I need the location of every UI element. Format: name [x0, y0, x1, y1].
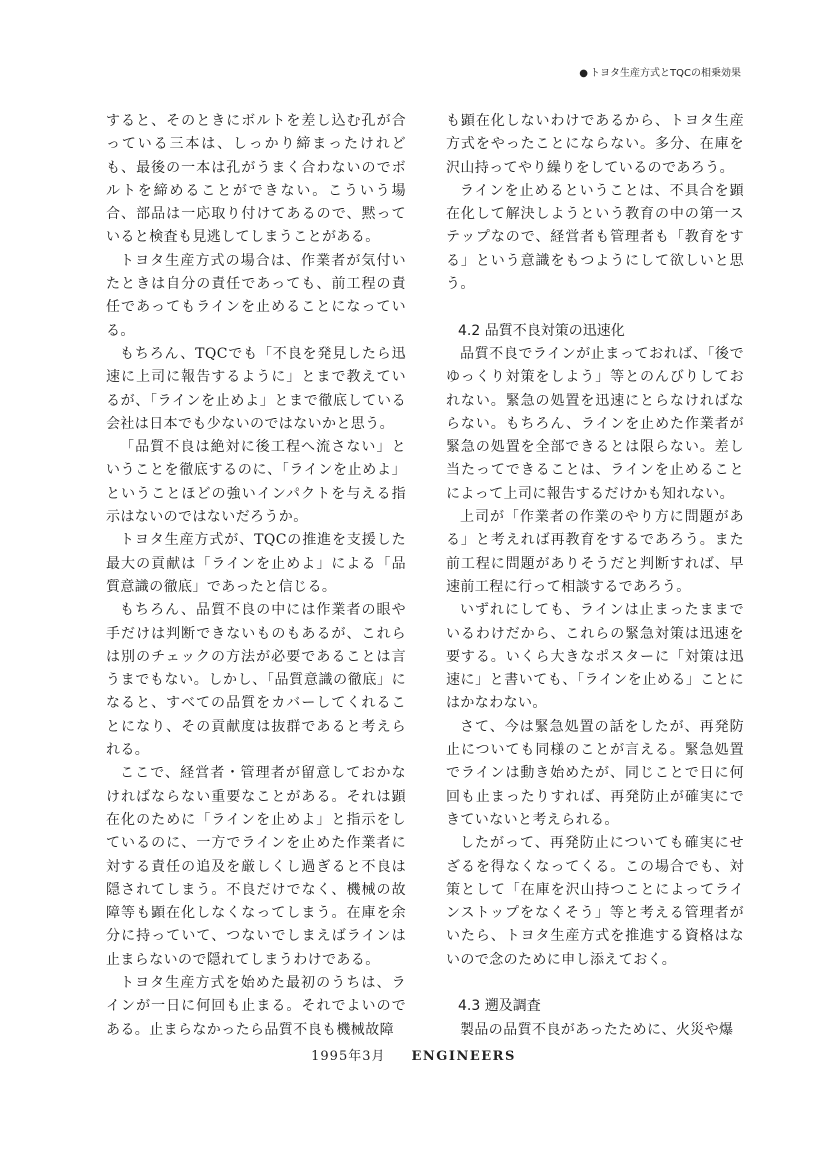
- paragraph: ここで、経営者・管理者が留意しておかなければならない重要なことがある。それは顕在化のために「ラインを止めよ」と指示をしているのに、一方でラインを止めた作業者に対する責任の追及を厳しくし過ぎると不良は隠されてしまう。不良だけでなく、機械の故障等も顕在化しなくなってしまう。在庫を余分に持っていて、つないでしまえばラインは止まらないので隠れてしまうわけである。: [106, 765, 406, 968]
- header-bullet: ●: [579, 68, 589, 79]
- paragraph: 品質不良でラインが止まっておれば、「後でゆっくり対策をしよう」等とのんびりしておれない。緊急の処置を迅速にとらなければならない。もちろん、ラインを止めた作業者が緊急の処置を全部できるとは限らない。差し当たってできることは、ラインを止めることによって上司に報告するだけかも知れない。: [446, 345, 744, 502]
- paragraph: ラインを止めるということは、不具合を顕在化して解決しようという教育の中の第一ステップなので、経営者も管理者も「教育をする」という意識をもつようにして欲しいと思う。: [446, 182, 744, 293]
- right-column: [446, 110, 744, 1042]
- paragraph: さて、今は緊急処置の話をしたが、再発防止についても同様のことが言える。緊急処置でラインは動き始めたが、同じことで日に何回も止まったりすれば、再発防止が確実にできていないと考えられる。: [446, 718, 744, 828]
- paragraph: 「品質不良は絶対に後工程へ流さない」ということを徹底するのに、「ラインを止めよ」ということほどの強いインパクトを与える指示はないのではないだろうか。: [106, 439, 406, 526]
- paragraph: もちろん、品質不良の中には作業者の眼や手だけは判断できないものもあるが、これらは別のチェックの方法が必要であることは言うまでもない。しかし、「品質意識の徹底」になると、すべての品質をカバーしてくれることになり、その貢献度は抜群であると考えられる。: [106, 602, 406, 759]
- paragraph: いずれにしても、ラインは止まったままでいるわけだから、これらの緊急対策は迅速を要する。いくら大きなポスターに「対策は迅速に」と書いても、「ラインを止める」ことにはかなわない。: [446, 602, 744, 712]
- paragraph: すると、そのときにボルトを差し込む孔が合っている三本は、しっかり締まったけれども、最後の一本は孔がうまく合わないのでボルトを締めることができない。こういう場合、部品は一応取り付けてあるので、黙っていると検査も見逃してしまうことがある。: [106, 113, 406, 246]
- footer-date: 1995年3月: [311, 1049, 386, 1064]
- running-header: [579, 64, 741, 79]
- paragraph: したがって、再発防止についても確実にせざるを得なくなってくる。この場合でも、対策として「在庫を沢山持つことによってラインストップをなくそう」等と考える管理者がいたら、トヨタ生産方式を推進する資格はないので念のために申し添えておく。: [446, 835, 744, 968]
- footer-magazine: ENGINEERS: [411, 1049, 516, 1064]
- paragraph: トヨタ生産方式を始めた最初のうちは、ラインが一日に何回も止まる。それでよいのである。止まらなかったら品質不良も機械故障: [106, 974, 406, 1038]
- section-gap: [446, 972, 744, 995]
- paragraph: 製品の品質不良があったために、火災や爆: [460, 1021, 734, 1038]
- section-heading-4-3: 4.3 遡及調査: [458, 998, 541, 1015]
- paragraph: も顕在化しないわけであるから、トヨタ生産方式をやったことにならない。多分、在庫を沢山持ってやり繰りをしているのであろう。: [446, 113, 744, 176]
- section-heading-4-2: 4.2 品質不良対策の迅速化: [458, 322, 625, 339]
- left-column: [106, 110, 406, 1042]
- header-title: トヨタ生産方式とTQCの相乗効果: [590, 68, 741, 79]
- paragraph: トヨタ生産方式の場合は、作業者が気付いたときは自分の責任であっても、前工程の責任であってもラインを止めることになっている。: [106, 252, 406, 339]
- page-footer: [0, 1045, 827, 1064]
- section-gap: [446, 296, 744, 319]
- paragraph: 上司が「作業者の作業のやり方に問題がある」と考えれば再教育をするであろう。また前工程に問題がありそうだと判断すれば、早速前工程に行って相談するであろう。: [446, 509, 744, 595]
- paragraph: トヨタ生産方式が、TQCの推進を支援した最大の貢献は「ラインを止めよ」による「品質意識の徹底」であったと信じる。: [106, 532, 406, 595]
- paragraph: もちろん、TQCでも「不良を発見したら迅速に上司に報告するように」とまで教えているが、「ラインを止めよ」とまで徹底している会社は日本でも少ないのではないかと思う。: [106, 345, 406, 432]
